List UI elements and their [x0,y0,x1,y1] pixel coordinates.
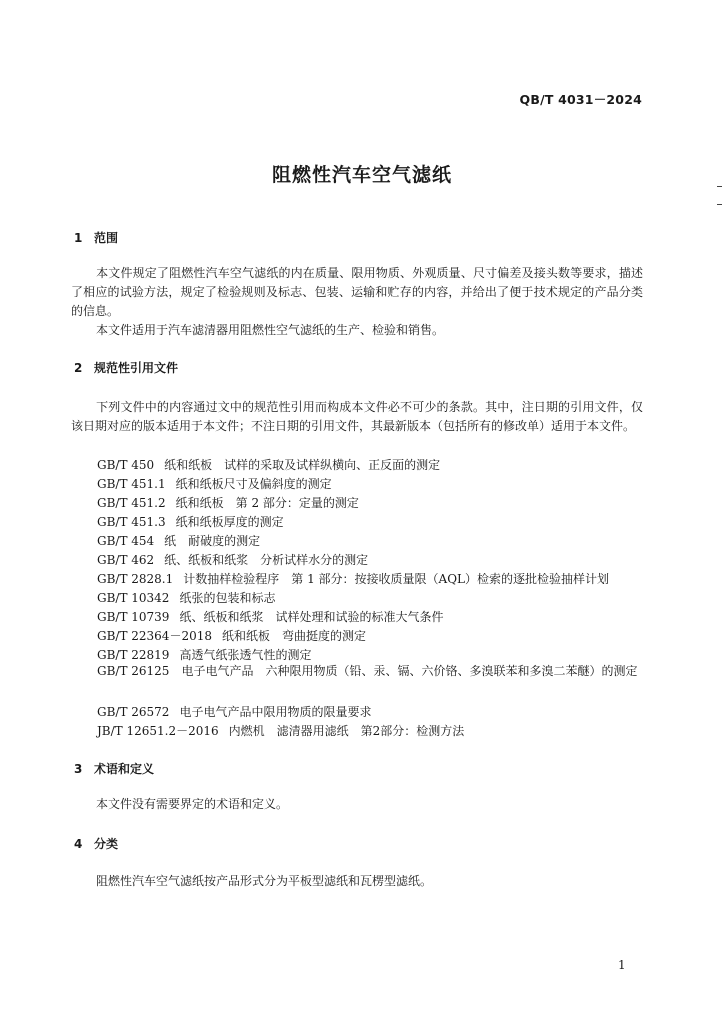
reference-title: 纸 耐破度的测定 [164,534,261,548]
section-2-intro [71,398,643,436]
section-1-paragraph-2 [71,321,643,340]
reference-title: 纸和纸板 第 2 部分：定量的测定 [175,496,359,510]
section-number: 4 [74,837,83,851]
reference-code: GB/T 451.1 [97,477,166,491]
scan-edge-mark [717,204,722,205]
page-number: 1 [618,958,626,972]
reference-code: GB/T 10739 [97,610,170,624]
reference-item [97,475,332,492]
reference-title: 内燃机 滤清器用滤纸 第2部分：检测方法 [228,724,465,738]
reference-code: JB/T 12651.2－2016 [97,724,219,738]
reference-item [97,608,443,625]
reference-item [71,662,643,681]
reference-title: 电子电气产品中限用物质的限量要求 [179,705,372,719]
paragraph-text: 本文件规定了阻燃性汽车空气滤纸的内在质量、限用物质、外观质量、尺寸偏差及接头数等要求，描述了相应的试验方法，规定了检验规则及标志、包装、运输和贮存的内容，并给出了便于技术规定的产品分类的信息。 [71,266,643,318]
reference-item [97,551,368,568]
reference-title: 纸、纸板和纸浆 分析试样水分的测定 [164,553,369,567]
section-title: 术语和定义 [94,762,155,776]
section-3-heading [74,760,154,777]
reference-item [97,570,609,587]
section-4-heading [74,835,118,852]
reference-title: 纸和纸板 试样的采取及试样纵横向、正反面的测定 [164,458,441,472]
section-number: 3 [74,762,83,776]
reference-item [97,646,311,663]
paragraph-text: 本文件适用于汽车滤清器用阻燃性空气滤纸的生产、检验和销售。 [96,323,445,337]
reference-title: 纸和纸板厚度的测定 [175,515,284,529]
section-number: 2 [74,361,83,375]
section-2-heading [74,359,178,376]
reference-title: 电子电气产品 六种限用物质（铅、汞、镉、六价铬、多溴联苯和多溴二苯醚）的测定 [181,664,638,678]
reference-title: 纸张的包装和标志 [179,591,276,605]
paragraph-text: 下列文件中的内容通过文中的规范性引用而构成本文件必不可少的条款。其中，注日期的引用文件，仅该日期对应的版本适用于本文件；不注日期的引用文件，其最新版本（包括所有的修改单）适用于本文件。 [71,400,643,433]
reference-code: GB/T 22364－2018 [97,629,212,643]
reference-title: 纸和纸板尺寸及偏斜度的测定 [175,477,332,491]
reference-item [97,627,366,644]
scan-edge-mark [717,186,722,187]
reference-item [97,494,359,511]
reference-item [97,589,275,606]
paragraph-text: 本文件没有需要界定的术语和定义。 [96,797,289,811]
reference-title: 纸和纸板 弯曲挺度的测定 [221,629,366,643]
section-title: 规范性引用文件 [94,361,179,375]
reference-item [97,513,284,530]
reference-item [97,722,464,739]
section-4-paragraph [71,872,643,891]
reference-code: GB/T 454 [97,534,155,548]
reference-code: GB/T 451.2 [97,496,166,510]
reference-code: GB/T 22819 [97,648,170,662]
reference-item [97,532,260,549]
reference-item [97,456,440,473]
reference-code: GB/T 462 [97,553,155,567]
paragraph-text: 阻燃性汽车空气滤纸按产品形式分为平板型滤纸和瓦楞型滤纸。 [96,874,433,888]
reference-item [97,703,371,720]
section-title: 分类 [94,837,119,851]
section-1-paragraph-1 [71,264,643,321]
reference-title: 纸、纸板和纸浆 试样处理和试验的标准大气条件 [179,610,444,624]
reference-code: GB/T 26125 [97,664,170,678]
section-number: 1 [74,231,83,245]
reference-code: GB/T 10342 [97,591,170,605]
document-code: QB/T 4031－2024 [519,92,642,107]
section-title: 范围 [94,231,119,245]
reference-title: 高透气纸张透气性的测定 [179,648,312,662]
reference-code: GB/T 451.3 [97,515,166,529]
section-3-paragraph [71,795,643,814]
document-title: 阻燃性汽车空气滤纸 [271,164,452,186]
reference-code: GB/T 26572 [97,705,170,719]
reference-title: 计数抽样检验程序 第 1 部分：按接收质量限（AQL）检索的逐批检验抽样计划 [183,572,610,586]
reference-code: GB/T 2828.1 [97,572,174,586]
section-1-heading [74,229,118,246]
reference-code: GB/T 450 [97,458,155,472]
